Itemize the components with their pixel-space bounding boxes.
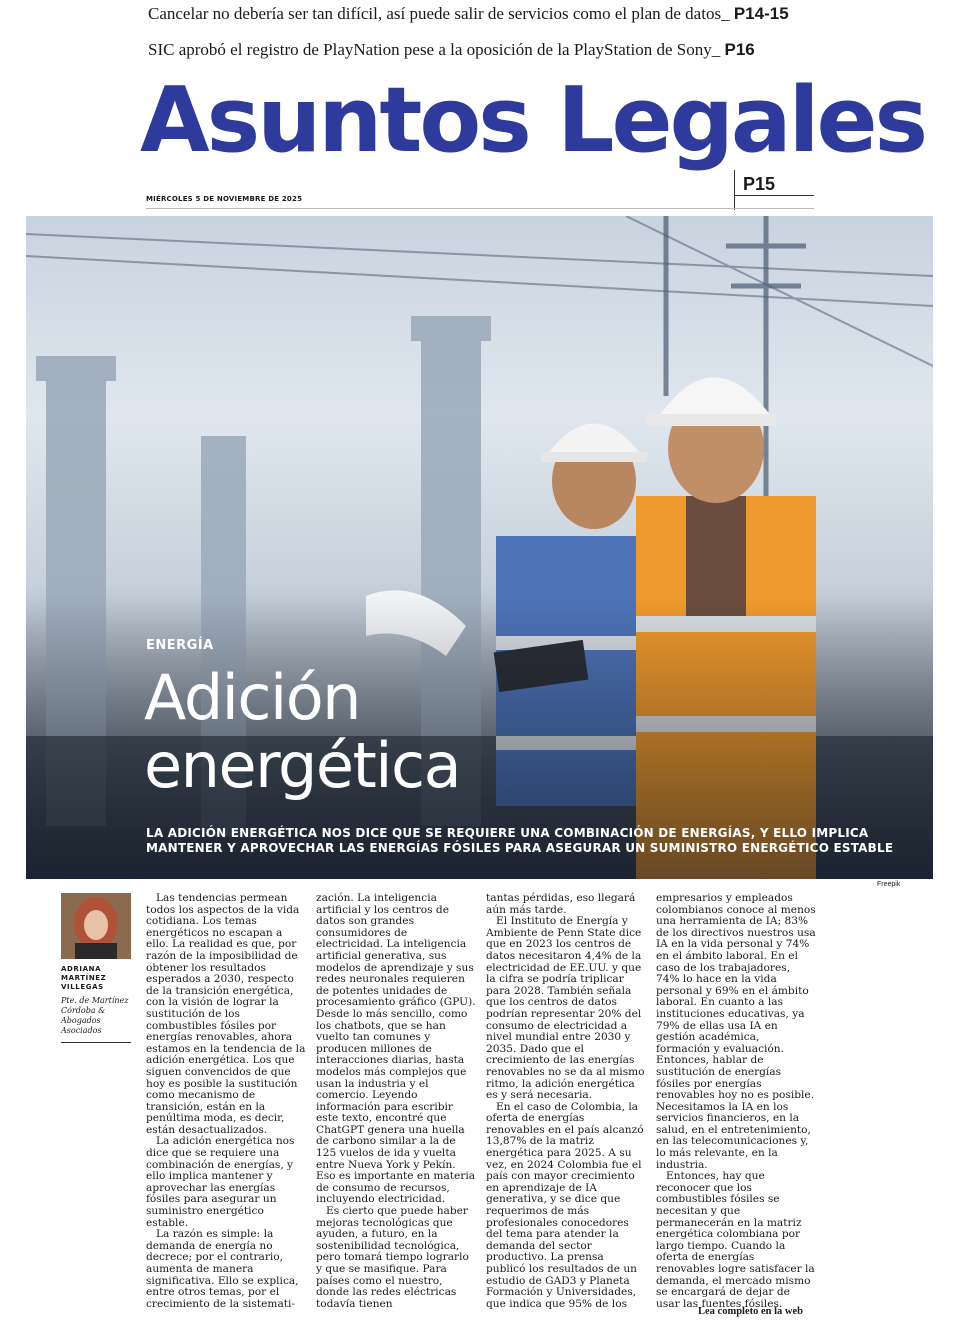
- teaser-1-text: Cancelar no debería ser tan difícil, así puede salir de servicios como el plan de datos_: [148, 4, 734, 23]
- hero-photo: [26, 216, 933, 879]
- paragraph: En el caso de Colombia, la oferta de energías renovables en el país alcanzó 13,87% de la matriz energética para 2025. A su vez, en 2024 Colombia fue el país con mayor crecimiento en aprendizaje de IA generativa, y se dice que requerimos de más profesionales conocedores del tema para atender la demanda del sector productivo. La prensa publicó los resultados de un estudio de GAD3 y Planeta Formación y Universidades, que indica que 95% de los: [486, 1100, 644, 1310]
- kicker: ENERGÍA: [146, 638, 214, 653]
- body-column-4: [656, 893, 816, 1310]
- author-name-line-3: VILLEGAS: [61, 983, 104, 991]
- photo-credit: Freepik: [877, 881, 901, 888]
- page-number-box: [734, 170, 815, 210]
- author-name: [61, 965, 106, 992]
- read-more-link[interactable]: Lea completo en la web: [698, 1306, 803, 1317]
- author-name-line-2: MARTÍNEZ: [61, 974, 107, 982]
- paragraph: Las tendencias permean todos los aspectos de la vida cotidiana. Los temas energéticos no escapan a ello. La realidad es que, por razón de la imposibilidad de obtener los resultados esperados a 2030, respecto de la transición energética, con la visión de lograr la sustitución de los combustibles fósiles por energías renovables, ahora estamos en la tendencia de la adición energética. Los que siguen convencidos de que hoy es posible la sustitución como mecanismo de transición, están en la penúltima moda, es decir, están desactualizados.: [146, 892, 306, 1136]
- paragraph: La adición energética nos dice que se requiere una combinación de energías, y ello implica mantener y aprovechar las energías fósiles para asegurar un suministro energético estable.: [146, 1135, 295, 1229]
- teaser-1-page: P14-15: [733, 4, 789, 23]
- section-masthead: Asuntos Legales: [140, 68, 926, 173]
- teaser-1[interactable]: [148, 4, 960, 24]
- body-column-3: [486, 893, 646, 1310]
- paragraph: Entonces, hay que reconocer que los combustibles fósiles se necesitan y que permanecerán en la matriz energética colombiana por largo tiempo. Cuando la oferta de energías renovables logre satisfacer la demanda, el mercado mismo se encargará de dejar de usar las fuentes fósiles.: [656, 1170, 815, 1310]
- teaser-2-page: P16: [724, 40, 755, 59]
- headline-line-1: Adición: [144, 661, 360, 734]
- teaser-2[interactable]: [148, 40, 960, 60]
- author-rule: [61, 1042, 131, 1043]
- paragraph: La razón es simple: la demanda de energía no decrece; por el contrario, aumenta de manera significativa. Ello se explica, entre otros temas, por el crecimiento de la sistemati-: [146, 1228, 299, 1310]
- headline: [144, 661, 461, 802]
- paragraph: empresarios y empleados colombianos conoce al menos una herramienta de IA; 83% de los directivos nuestros usa IA en la vida personal y 74% en el ámbito laboral. En el caso de los trabajadores, 74% lo hace en la vida personal y 69% en el ámbito laboral. En cuanto a las instituciones educativas, ya 79% de ellas usa IA en gestión académica, formación y evaluación. Entonces, hablar de sustitución de energías fósiles por energías renovables hoy no es posible. Necesitamos la IA en los servicios financieros, en la salud, en el entretenimiento, en las telecomunicaciones y, lo más relevante, en la industria.: [656, 892, 816, 1171]
- headline-line-2: energética: [144, 729, 461, 802]
- paragraph: zación. La inteligencia artificial y los centros de datos son grandes consumidores de electricidad. La inteligencia artificial generativa, sus modelos de aprendizaje y sus redes neuronales requieren de potentes unidades de procesamiento gráfico (GPU). Desde lo más sencillo, como los chatbots, que se han vuelto tan comunes y producen millones de interacciones diarias, hasta modelos más complejos que usan la industria y el comercio. Leyendo información para escribir este texto, encontré que ChatGPT genera una huella de carbono similar a la de 125 vuelos de ida y vuelta entre Nueva York y Pekín. Eso es importante en materia de consumo de recursos, incluyendo electricidad.: [316, 892, 476, 1206]
- author-role: Pte. de Martínez Córdoba & Abogados Asociados: [61, 996, 129, 1035]
- deck: LA ADICIÓN ENERGÉTICA NOS DICE QUE SE REQUIERE UNA COMBINACIÓN DE ENERGÍAS, Y ELLO IMPLICA MANTENER Y APROVECHAR LAS ENERGÍAS FÓSILES PARA ASEGURAR UN SUMINISTRO ENERGÉTICO ESTABLE: [146, 826, 894, 855]
- author-photo: [61, 893, 131, 959]
- paragraph: Es cierto que puede haber mejoras tecnológicas que ayuden, a futuro, en la sostenibilidad tecnológica, pero tomará tiempo lograrlo y que se masifique. Para países como el nuestro, donde las redes eléctricas todavía tienen: [316, 1205, 469, 1310]
- teaser-2-text: SIC aprobó el registro de PlayNation pese a la oposición de la PlayStation de Sony_: [148, 40, 725, 59]
- author-name-line-1: ADRIANA: [61, 965, 102, 973]
- body-column-1: [146, 893, 306, 1310]
- body-column-2: [316, 893, 476, 1310]
- paragraph: tantas pérdidas, eso llegará aún más tarde.: [486, 892, 636, 916]
- page-number: P15: [743, 174, 776, 194]
- paragraph: El Instituto de Energía y Ambiente de Penn State dice que en 2023 los centros de datos necesitaron 4,4% de la electricidad de EE.UU. y que la cifra se podría triplicar para 2028. También señala que los centros de datos podrían representar 20% del consumo de electricidad a nivel mundial entre 2030 y 2035. Dado que el crecimiento de las energías renovables no se da al mismo ritmo, la adición energética es y será necesaria.: [486, 915, 645, 1102]
- header-rule: [146, 208, 814, 209]
- dateline: MIÉRCOLES 5 DE NOVIEMBRE DE 2025: [146, 195, 303, 203]
- author-portrait: [61, 893, 131, 959]
